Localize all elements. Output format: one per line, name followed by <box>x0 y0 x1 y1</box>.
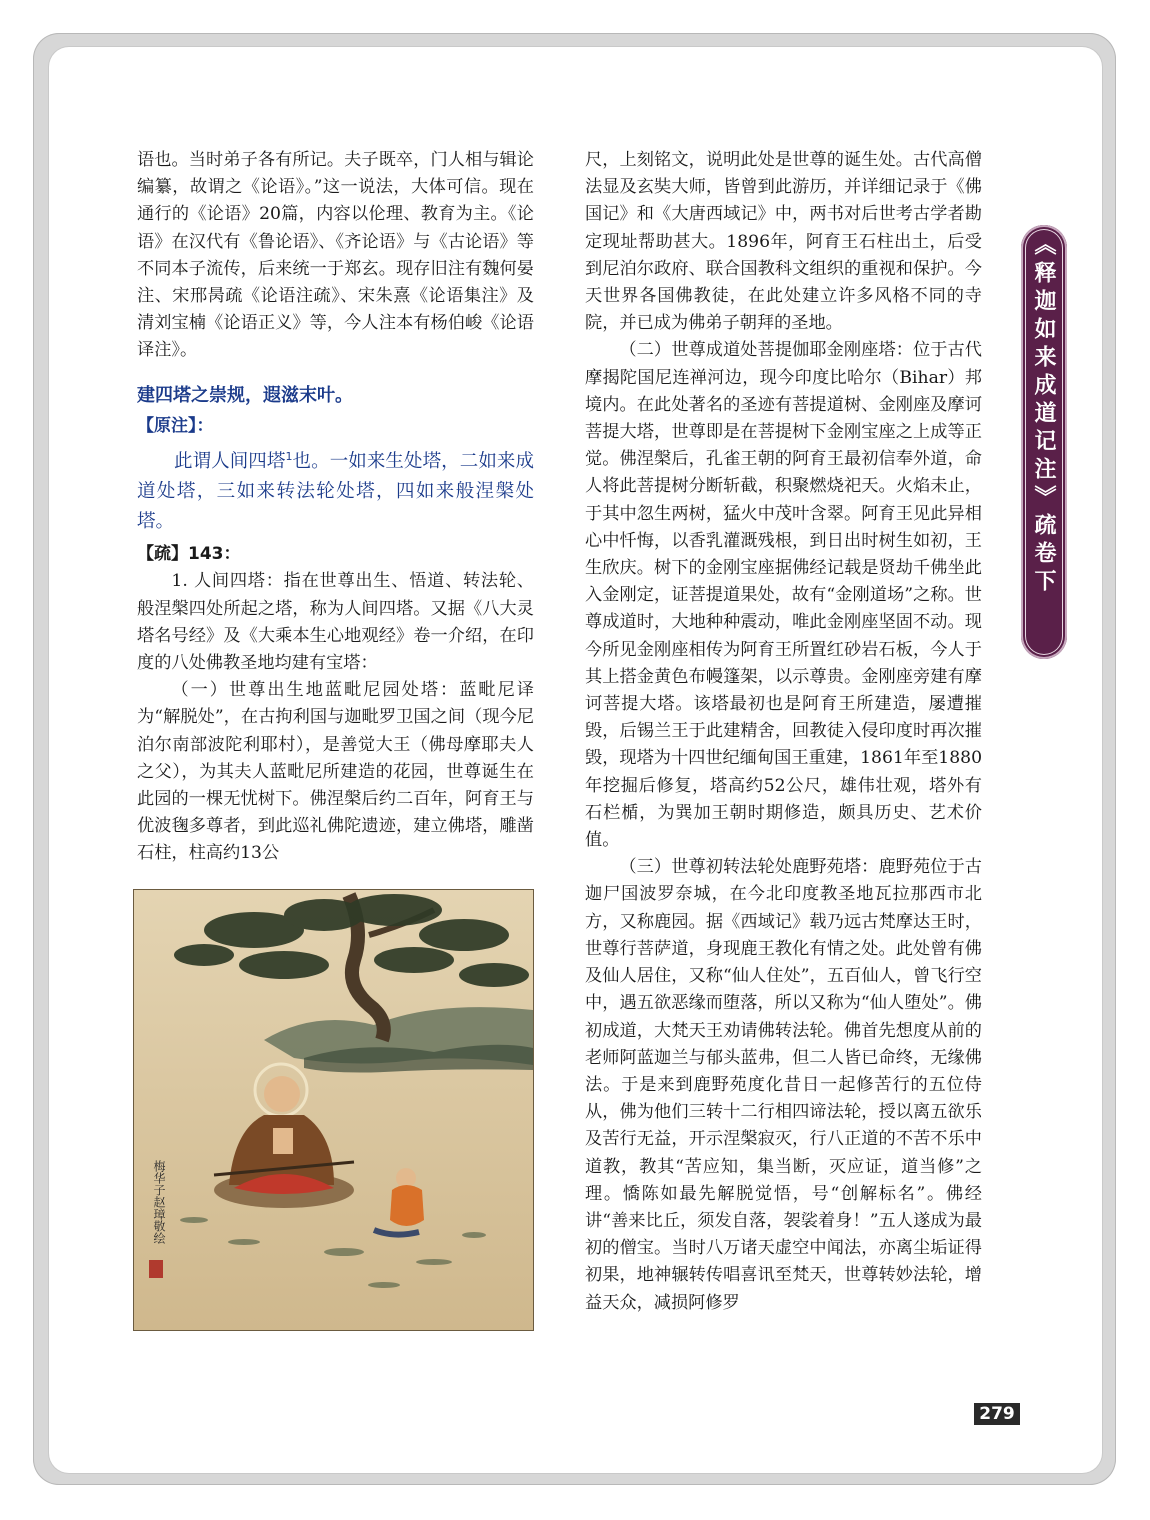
chapter-side-tab-text: 《释迦如来成道记注》疏卷下 <box>1031 233 1057 597</box>
page-number: 279 <box>974 1403 1020 1425</box>
original-note-text-part2: 也。一如来生处塔，二如来成道处塔，三如来转法轮处塔，四如来般涅槃处塔。 <box>137 451 534 533</box>
left-paragraph-lunyu: 语也。当时弟子各有所记。夫子既卒，门人相与辑论编纂，故谓之《论语》。”这一说法，大体可信。现在通行的《论语》20篇，内容以伦理、教育为主。《论语》在汉代有《鲁论语》、《齐论语》与《古论语》等不同本子流传，后来统一于郑玄。现存旧注有魏何晏注、宋邢昺疏《论语注疏》、宋朱熹《论语集注》及清刘宝楠《论语正义》等，今人注本有杨伯峻《论语译注》。 <box>137 150 534 361</box>
original-note-text <box>137 442 534 537</box>
painting-seal <box>149 1260 163 1278</box>
left-text-column <box>137 147 534 868</box>
commentary-intro: 1. 人间四塔：指在世尊出生、悟道、转法轮、般涅槃四处所起之塔，称为人间四塔。又据《八大灵塔名号经》及《大乘本生心地观经》卷一介绍，在印度的八处佛教圣地均建有宝塔： <box>137 571 534 673</box>
section-heading: 建四塔之崇规，遐滋末叶。 <box>137 384 353 406</box>
chapter-side-tab <box>1021 225 1067 659</box>
painting-inscription: 梅华子赵璋敬绘 <box>152 1160 166 1244</box>
right-paragraph-sarnath: （三）世尊初转法轮处鹿野苑塔：鹿野苑位于古迦尸国波罗奈城，在今北印度教圣地瓦拉那西市北方，又称鹿园。据《西域记》载乃远古梵摩达王时，世尊行菩萨道，身现鹿王教化有情之处。此处曾有佛及仙人居住，又称“仙人住处”，五百仙人，曾飞行空中，遇五欲恶缘而堕落，所以又称为“仙人堕处”。佛初成道，大梵天王劝请佛转法轮。佛首先想度从前的老师阿蓝迦兰与郁头蓝弗，但二人皆已命终，无缘佛法。于是来到鹿野苑度化昔日一起修苦行的五位侍从，佛为他们三转十二行相四谛法轮，授以离五欲乐及苦行无益，开示涅槃寂灭，行八正道的不苦不乐中道教，教其“苦应知，集当断，灭应证，道当修”之理。憍陈如最先解脱觉悟，号“创解标名”。佛经讲“善来比丘，须发自落，袈裟着身！”五人遂成为最初的僧宝。当时八万诸天虚空中闻法，亦离尘垢证得初果，地神辗转传唱喜讯至梵天，世尊转妙法轮，增益天众，减损阿修罗 <box>585 857 982 1313</box>
footnote-marker: 1 <box>285 450 293 464</box>
right-text-column <box>585 147 982 1317</box>
commentary-lumbini: （一）世尊出生地蓝毗尼园处塔：蓝毗尼译为“解脱处”，在古拘利国与迦毗罗卫国之间（现今尼泊尔南部波陀利耶村），是善觉大王（佛母摩耶夫人之父），为其夫人蓝毗尼所建造的花园，世尊诞生在此园的一棵无忧树下。佛涅槃后约二百年，阿育王与优波毱多尊者，到此巡礼佛陀遗迹，建立佛塔，雕凿石柱，柱高约13公 <box>137 680 534 864</box>
buddha-painting <box>133 889 534 1331</box>
right-paragraph-lumbini-cont: 尺，上刻铭文，说明此处是世尊的诞生处。古代高僧法显及玄奘大师，皆曾到此游历，并详细记录于《佛国记》和《大唐西域记》中，两书对后世考古学者勘定现址帮助甚大。1896年，阿育王石柱出土，后受到尼泊尔政府、联合国教科文组织的重视和保护。今天世界各国佛教徒，在此处建立许多风格不同的寺院，并已成为佛弟子朝拜的圣地。 <box>585 150 982 334</box>
right-paragraph-bodhgaya: （二）世尊成道处菩提伽耶金刚座塔：位于古代摩揭陀国尼连禅河边，现今印度比哈尔（Bihar）邦境内。在此处著名的圣迹有菩提道树、金刚座及摩诃菩提大塔，世尊即是在菩提树下金刚宝座之上成等正觉。佛涅槃后，孔雀王朝的阿育王最初信奉外道，命人将此菩提树分断斩截，积聚燃烧祀天。火焰未止，于其中忽生两树，猛火中茂叶含翠。阿育王见此异相心中忏悔，以香乳灌溉残根，到日出时树生如初，王生欣庆。树下的金刚宝座据佛经记载是贤劫千佛坐此入金刚定，证菩提道果处，故有“金刚道场”之称。世尊成道时，大地种种震动，唯此金刚座坚固不动。现今所见金刚座相传为阿育王所置红砂岩石板，今人于其上搭金黄色布幔篷架，以示尊贵。金刚座旁建有摩诃菩提大塔。该塔最初也是阿育王所建造，屡遭摧毁，后锡兰王于此建精舍，回教徒入侵印度时再次摧毁，现塔为十四世纪缅甸国王重建，1861年至1880年挖掘后修复，塔高约52公尺，雄伟壮观，塔外有石栏楯，为巽加王朝时期修造，颇具历史、艺术价值。 <box>585 340 982 851</box>
painting-illustration <box>134 890 533 1330</box>
original-note-text-part1: 此谓人间四塔 <box>174 451 286 473</box>
commentary-label: 【疏】143： <box>137 544 241 565</box>
original-note-label: 【原注】： <box>137 415 214 436</box>
